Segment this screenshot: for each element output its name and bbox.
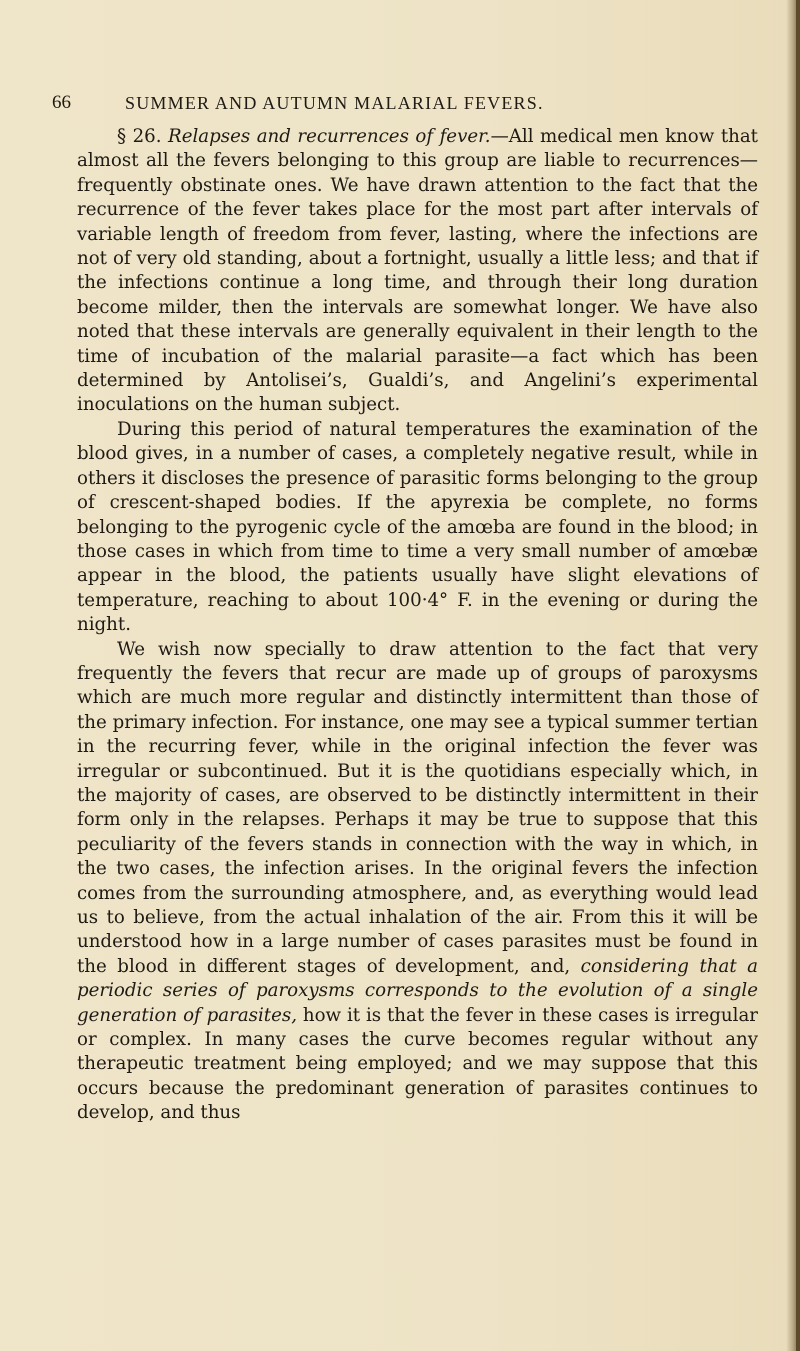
page-edge <box>796 0 800 1351</box>
running-head: SUMMER AND AUTUMN MALARIAL FEVERS. <box>125 93 544 113</box>
paragraph <box>77 125 758 418</box>
text-segment: —All medical men know that almost all the fevers belonging to this group are liable to recurrences—frequently obstinate ones. We have drawn attention to the fact that the recurrence of the fever takes place for the most part after intervals of variable length of freedom from fever, lasting, where the infections are not of very old standing, about a fortnight, usually a little less; and that if the infections continue a long time, and through their long duration become milder, then the intervals are somewhat longer. We have also noted that these intervals are generally equivalent in their length to the time of incubation of the malarial parasite—a fact which has been determined by Antolisei’s, Gualdi’s, and Angelini’s experimental inoculations on the human subject. <box>77 126 758 416</box>
body-text <box>77 125 758 1126</box>
text-segment: During this period of natural temperatures the examination of the blood gives, in a number of cases, a completely negative result, while in others it discloses the presence of parasitic forms belonging to the group of crescent-shaped bodies. If the apyrexia be complete, no forms belonging to the pyrogenic cycle of the amœba are found in the blood; in those cases in which from time to time a very small number of amœbæ appear in the blood, the patients usually have slight elevations of temperature, reaching to about 100·4° F. in the evening or during the night. <box>77 418 758 636</box>
text-segment: We wish now specially to draw attention to the fact that very frequently the fevers that recur are made up of groups of paroxysms which are much more regular and distinctly intermittent than those of the primary infection. For instance, one may see a typical summer tertian in the recurring fever, while in the original infection the fever was irregular or subcontinued. But it is the quotidians especially which, in the majority of cases, are observed to be distinctly intermittent in their form only in the relapses. Perhaps it may be true to suppose that this peculiarity of the fevers stands in connection with the way in which, in the two cases, the infection arises. In the original fevers the infection comes from the surrounding atmosphere, and, as everything would lead us to believe, from the actual inhalation of the air. From this it will be understood how in a large number of cases parasites must be found in the blood in different stages of development, and, <box>77 638 758 977</box>
section-title: Relapses and recurrences of fever. <box>168 126 491 147</box>
text-segment: § 26. <box>117 126 169 147</box>
italic-phrase: considering that a periodic series of paroxysms corresponds to the evolution of a single generation of parasites, <box>77 955 759 1026</box>
paragraph <box>77 638 758 1126</box>
paragraph <box>77 418 758 638</box>
page-header <box>52 92 692 116</box>
text-segment: how it is that the fever in these cases is irregular or complex. In many cases the curve becomes regular without any therapeutic treatment being employed; and we may suppose that this occurs because the predominant generation of parasites continues to develop, and thus <box>77 1004 758 1124</box>
page-number: 66 <box>52 92 71 113</box>
